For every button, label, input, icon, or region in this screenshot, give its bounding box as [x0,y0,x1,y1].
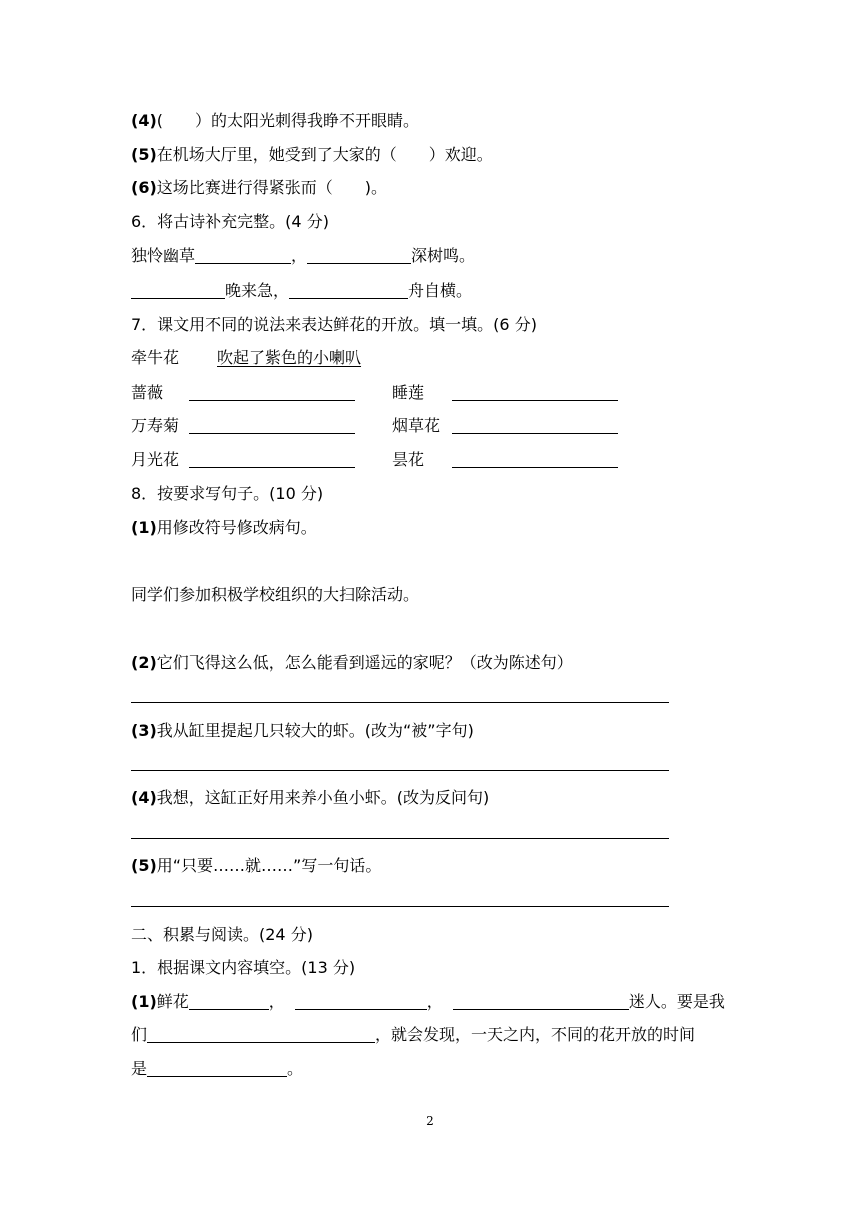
poem-text: 晚来急， [225,281,290,300]
q7-title: 7．课文用不同的说法来表达鲜花的开放。填一填。(6 分) [131,315,537,334]
fill-blank[interactable] [453,989,629,1010]
poem-text: 深树鸣。 [411,246,476,265]
item-number: (4) [131,788,157,807]
item-text: 在机场大厅里，她受到了大家的（ ）欢迎。 [156,145,493,164]
q8-sick-sentence: 同学们参加积极学校组织的大扫除活动。 [131,585,420,604]
flower-label: 月光花 [131,450,180,469]
item-text: ， [426,992,443,1011]
fill-blank[interactable] [295,989,427,1010]
flower-blank[interactable] [189,413,355,434]
section-2-q1-item-1-line-3 [131,1056,303,1082]
flower-label: 烟草花 [392,416,441,435]
fill-blank[interactable] [147,1056,287,1077]
item-text: 我从缸里提起几只较大的虾。(改为“被”字句) [156,721,474,740]
item-number: (6) [131,178,157,197]
page-number: 2 [426,1114,434,1128]
item-text: 鲜花 [156,992,189,1011]
section-2-q1-title: 1．根据课文内容填空。(13 分) [131,958,356,977]
q7-row-3 [131,447,355,473]
q6-title: 6．将古诗补充完整。(4 分) [131,212,329,231]
item-text: 我想，这缸正好用来养小鱼小虾。(改为反问句) [156,788,490,807]
section-2-q1-item-1-line-1 [131,989,725,1015]
q7-row-1-right [392,380,618,406]
q7-row-2-right [392,413,618,439]
answer-line[interactable] [131,838,669,839]
item-number: (5) [131,145,157,164]
q5-item-4 [131,108,419,134]
item-number: (4) [131,111,157,130]
item-text: ( ）的太阳光刺得我睁不开眼睛。 [156,111,420,130]
item-text: 用“只要……就……”写一句话。 [156,856,382,875]
item-number: (5) [131,856,157,875]
fill-blank[interactable] [189,989,269,1010]
flower-blank[interactable] [189,380,355,401]
q8-item-2 [131,650,573,676]
item-text: 是 [131,1059,148,1078]
q5-item-6 [131,175,387,201]
poem-blank[interactable] [289,278,408,299]
poem-text: 独怜幽草 [131,246,196,265]
section-2-q1-item-1-line-2 [131,1022,695,1048]
item-text: 迷人。要是我 [628,992,725,1011]
answer-line[interactable] [131,770,669,771]
flower-blank[interactable] [452,413,618,434]
flower-label: 万寿菊 [131,416,180,435]
poem-blank[interactable] [131,278,225,299]
q7-row-3-right [392,447,618,473]
q7-row-1 [131,380,355,406]
flower-blank[interactable] [452,447,618,468]
flower-blank[interactable] [452,380,618,401]
q6-poem-line-2 [131,278,472,304]
item-text: ， [268,992,285,1011]
poem-text: 舟自横。 [408,281,473,300]
item-number: (3) [131,721,157,740]
item-text: 它们飞得这么低，怎么能看到遥远的家呢？（改为陈述句） [156,653,573,672]
item-number: (1) [131,518,157,537]
q8-item-5 [131,853,381,879]
section-2-title: 二、积累与阅读。(24 分) [131,925,313,944]
answer-line[interactable] [131,906,669,907]
item-text: 用修改符号修改病句。 [156,518,317,537]
item-number: (1) [131,992,157,1011]
q8-item-3 [131,718,474,744]
poem-blank[interactable] [195,243,291,264]
item-text: 。 [287,1059,304,1078]
fill-blank[interactable] [147,1022,375,1043]
item-text: 这场比赛进行得紧张而（ )。 [156,178,388,197]
q5-item-5 [131,142,493,168]
q7-row-2 [131,413,355,439]
flower-label: 蔷薇 [131,383,164,402]
q8-title: 8．按要求写句子。(10 分) [131,484,324,503]
answer-line[interactable] [131,702,669,703]
example-flower: 牵牛花 [131,348,180,367]
poem-blank[interactable] [307,243,411,264]
flower-label: 昙花 [392,450,425,469]
poem-text: ， [291,246,308,265]
item-text: ，就会发现，一天之内，不同的花开放的时间 [375,1025,696,1044]
flower-label: 睡莲 [392,383,425,402]
q6-poem-line-1 [131,243,475,269]
item-text: 们 [131,1025,148,1044]
q8-item-1 [131,515,317,541]
item-number: (2) [131,653,157,672]
flower-blank[interactable] [189,447,355,468]
q8-item-4 [131,785,489,811]
q7-example [131,345,361,371]
example-answer: 吹起了紫色的小喇叭 [217,348,362,367]
